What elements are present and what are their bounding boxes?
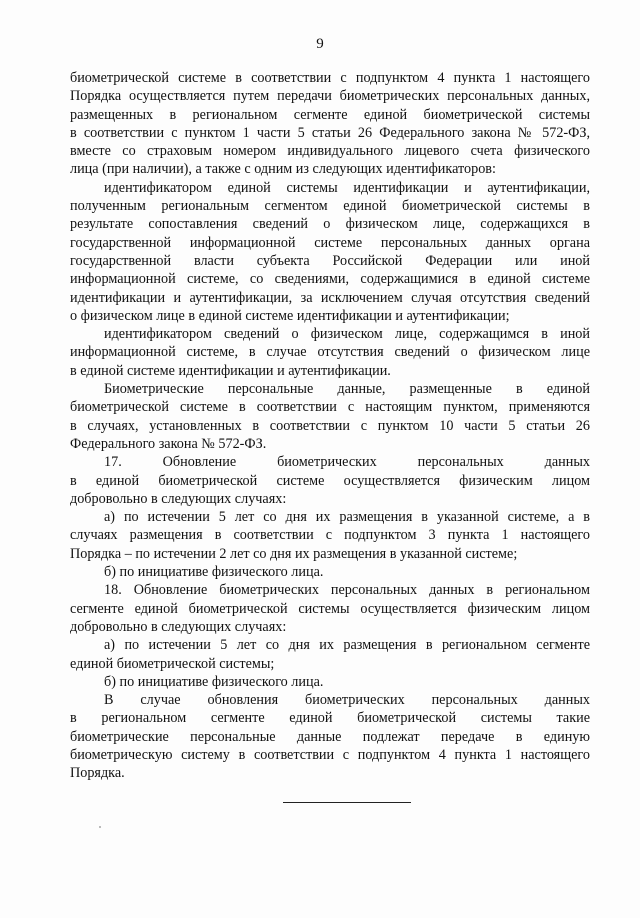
text-line: Порядка осуществляется путем передачи биометрических персональных данных, (70, 88, 590, 105)
text-line: в соответствии с пунктом 1 части 5 статьи 26 Федерального закона № 572-ФЗ, (70, 124, 590, 141)
text-line: В случае обновления биометрических персональных данных (104, 692, 590, 709)
text-line: в региональном сегменте единой биометрической системы такие (70, 710, 590, 727)
text-line: идентификатором единой системы идентификации и аутентификации, (104, 179, 590, 196)
text-line: Порядка. (70, 765, 125, 782)
text-line: идентификатором сведений о физическом лице, содержащимся в иной (104, 326, 590, 343)
text-line: полученным региональным сегментом единой биометрической системы в (70, 198, 590, 215)
text-line: биометрической системе в соответствии с настоящим пунктом, применяются (70, 399, 590, 416)
text-line: государственной власти субъекта Российской Федерации или иной (70, 252, 590, 269)
text-line: размещенных в региональном сегменте единой биометрической системы (70, 106, 590, 123)
text-line: единой биометрической системы; (70, 655, 275, 672)
text-line: сегменте единой биометрической системы осуществляется физическим лицом (70, 600, 590, 617)
text-line: результате сопоставления сведений о физическом лице, содержащихся в (70, 216, 590, 233)
text-line: Биометрические персональные данные, размещенные в единой (104, 381, 590, 398)
scan-speck (99, 826, 101, 828)
text-line: б) по инициативе физического лица. (104, 673, 324, 690)
text-line: добровольно в следующих случаях: (70, 490, 287, 507)
text-line: о физическом лице в единой системе идентификации и аутентификации; (70, 307, 510, 324)
text-line: Порядка – по истечении 2 лет со дня их размещения в указанной системе; (70, 545, 518, 562)
text-line: информационной системе, со сведениями, содержащимися в единой системе (70, 271, 590, 288)
text-line: а) по истечении 5 лет со дня их размещения в региональном сегменте (104, 637, 590, 654)
text-line: государственной информационной системе персональных данных органа (70, 234, 590, 251)
text-line: случаях размещения в соответствии с подпунктом 3 пункта 1 настоящего (70, 527, 590, 544)
page-number: 9 (316, 36, 324, 52)
text-line: в единой биометрической системе осуществляется физическим лицом (70, 472, 590, 489)
text-line: биометрической системе в соответствии с подпунктом 4 пункта 1 настоящего (70, 70, 590, 86)
text-line: вместе со страховым номером индивидуального лицевого счета физического (70, 143, 590, 160)
text-line: б) по инициативе физического лица. (104, 564, 324, 581)
text-line: идентификации и аутентификации, за исключением случая отсутствия сведений (70, 289, 590, 306)
text-line: 17. Обновление биометрических персональных данных (104, 454, 590, 471)
text-line: добровольно в следующих случаях: (70, 618, 287, 635)
text-line: 18. Обновление биометрических персональных данных в региональном (104, 582, 590, 599)
text-line: в единой системе идентификации и аутентификации. (70, 362, 391, 379)
text-line: Федерального закона № 572-ФЗ. (70, 435, 267, 452)
text-line: а) по истечении 5 лет со дня их размещения в указанной системе, а в (104, 509, 590, 526)
text-line: лица (при наличии), а также с одним из следующих идентификаторов: (70, 161, 496, 178)
document-body (70, 69, 590, 783)
text-line: биометрическую систему в соответствии с подпунктом 4 пункта 1 настоящего (70, 746, 590, 763)
text-line: в случаях, установленных в соответствии с пунктом 10 части 5 статьи 26 (70, 417, 590, 434)
end-separator-line (283, 802, 411, 803)
text-line: биометрические персональные данные подлежат передаче в единую (70, 728, 590, 745)
text-line: информационной системе, в случае отсутствия сведений о физическом лице (70, 344, 590, 361)
